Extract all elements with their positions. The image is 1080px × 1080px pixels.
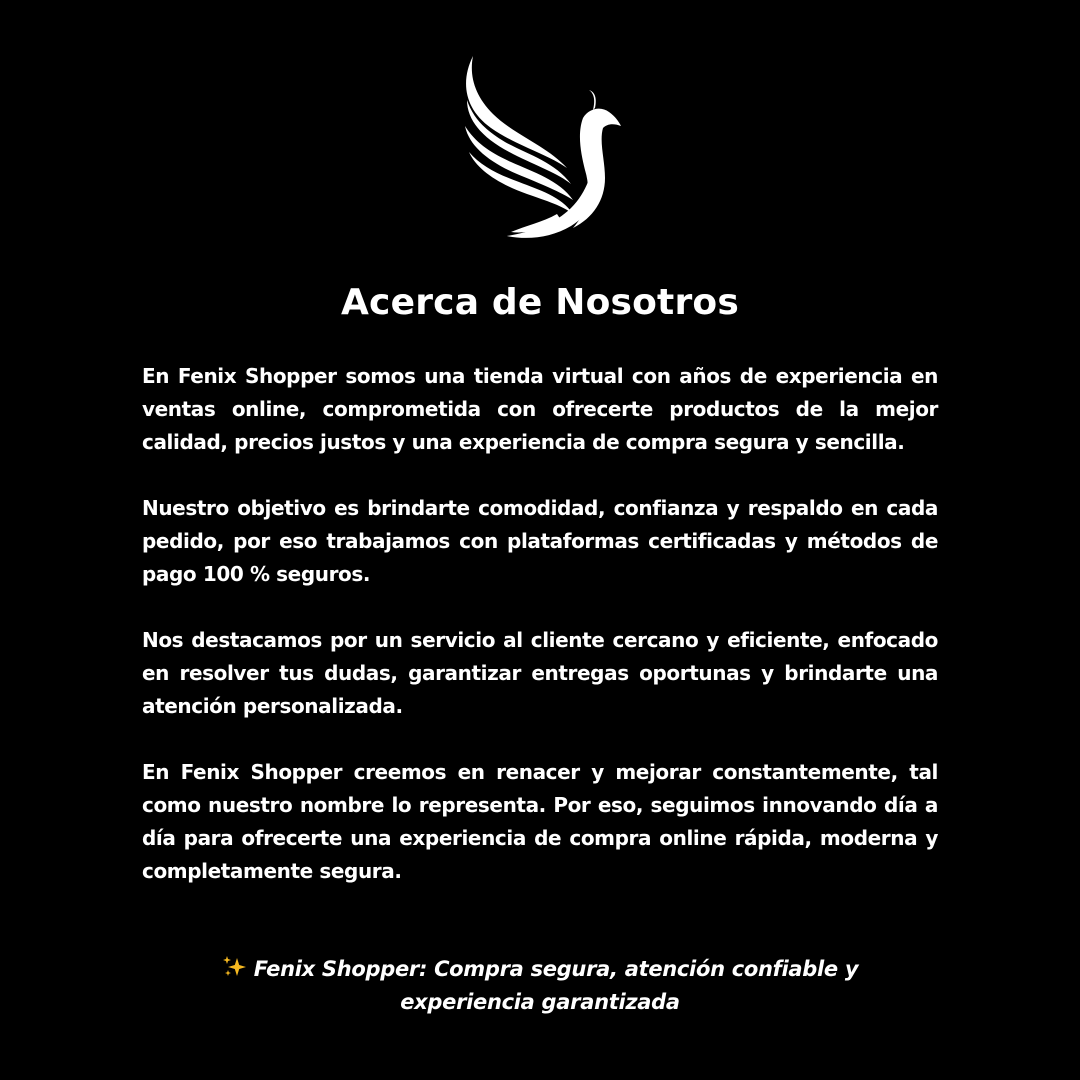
about-paragraph: En Fenix Shopper somos una tienda virtual con años de experiencia en ventas online, comprometida con ofrecerte productos de la mejor calidad, precios justos y una experiencia de compra segura y sencilla. <box>142 364 938 454</box>
about-paragraph: Nuestro objetivo es brindarte comodidad, confianza y respaldo en cada pedido, por eso trabajamos con plataformas certificadas y métodos de pago 100 % seguros. <box>142 496 938 586</box>
tagline-text: Fenix Shopper: Compra segura, atención confiable y experiencia garantizada <box>253 957 859 1014</box>
sparkles-icon <box>222 955 248 979</box>
tagline <box>180 953 900 1019</box>
page-title: Acerca de Nosotros <box>340 282 739 323</box>
about-text <box>142 360 938 921</box>
about-paragraph: En Fenix Shopper creemos en renacer y mejorar constantemente, tal como nuestro nombre lo representa. Por eso, seguimos innovando día a día para ofrecerte una experiencia de compra online rápida, moderna y completamente segura. <box>142 760 938 883</box>
about-paragraph: Nos destacamos por un servicio al cliente cercano y eficiente, enfocado en resolver tus dudas, garantizar entregas oportunas y brindarte una atención personalizada. <box>142 628 938 718</box>
phoenix-icon <box>455 50 630 245</box>
